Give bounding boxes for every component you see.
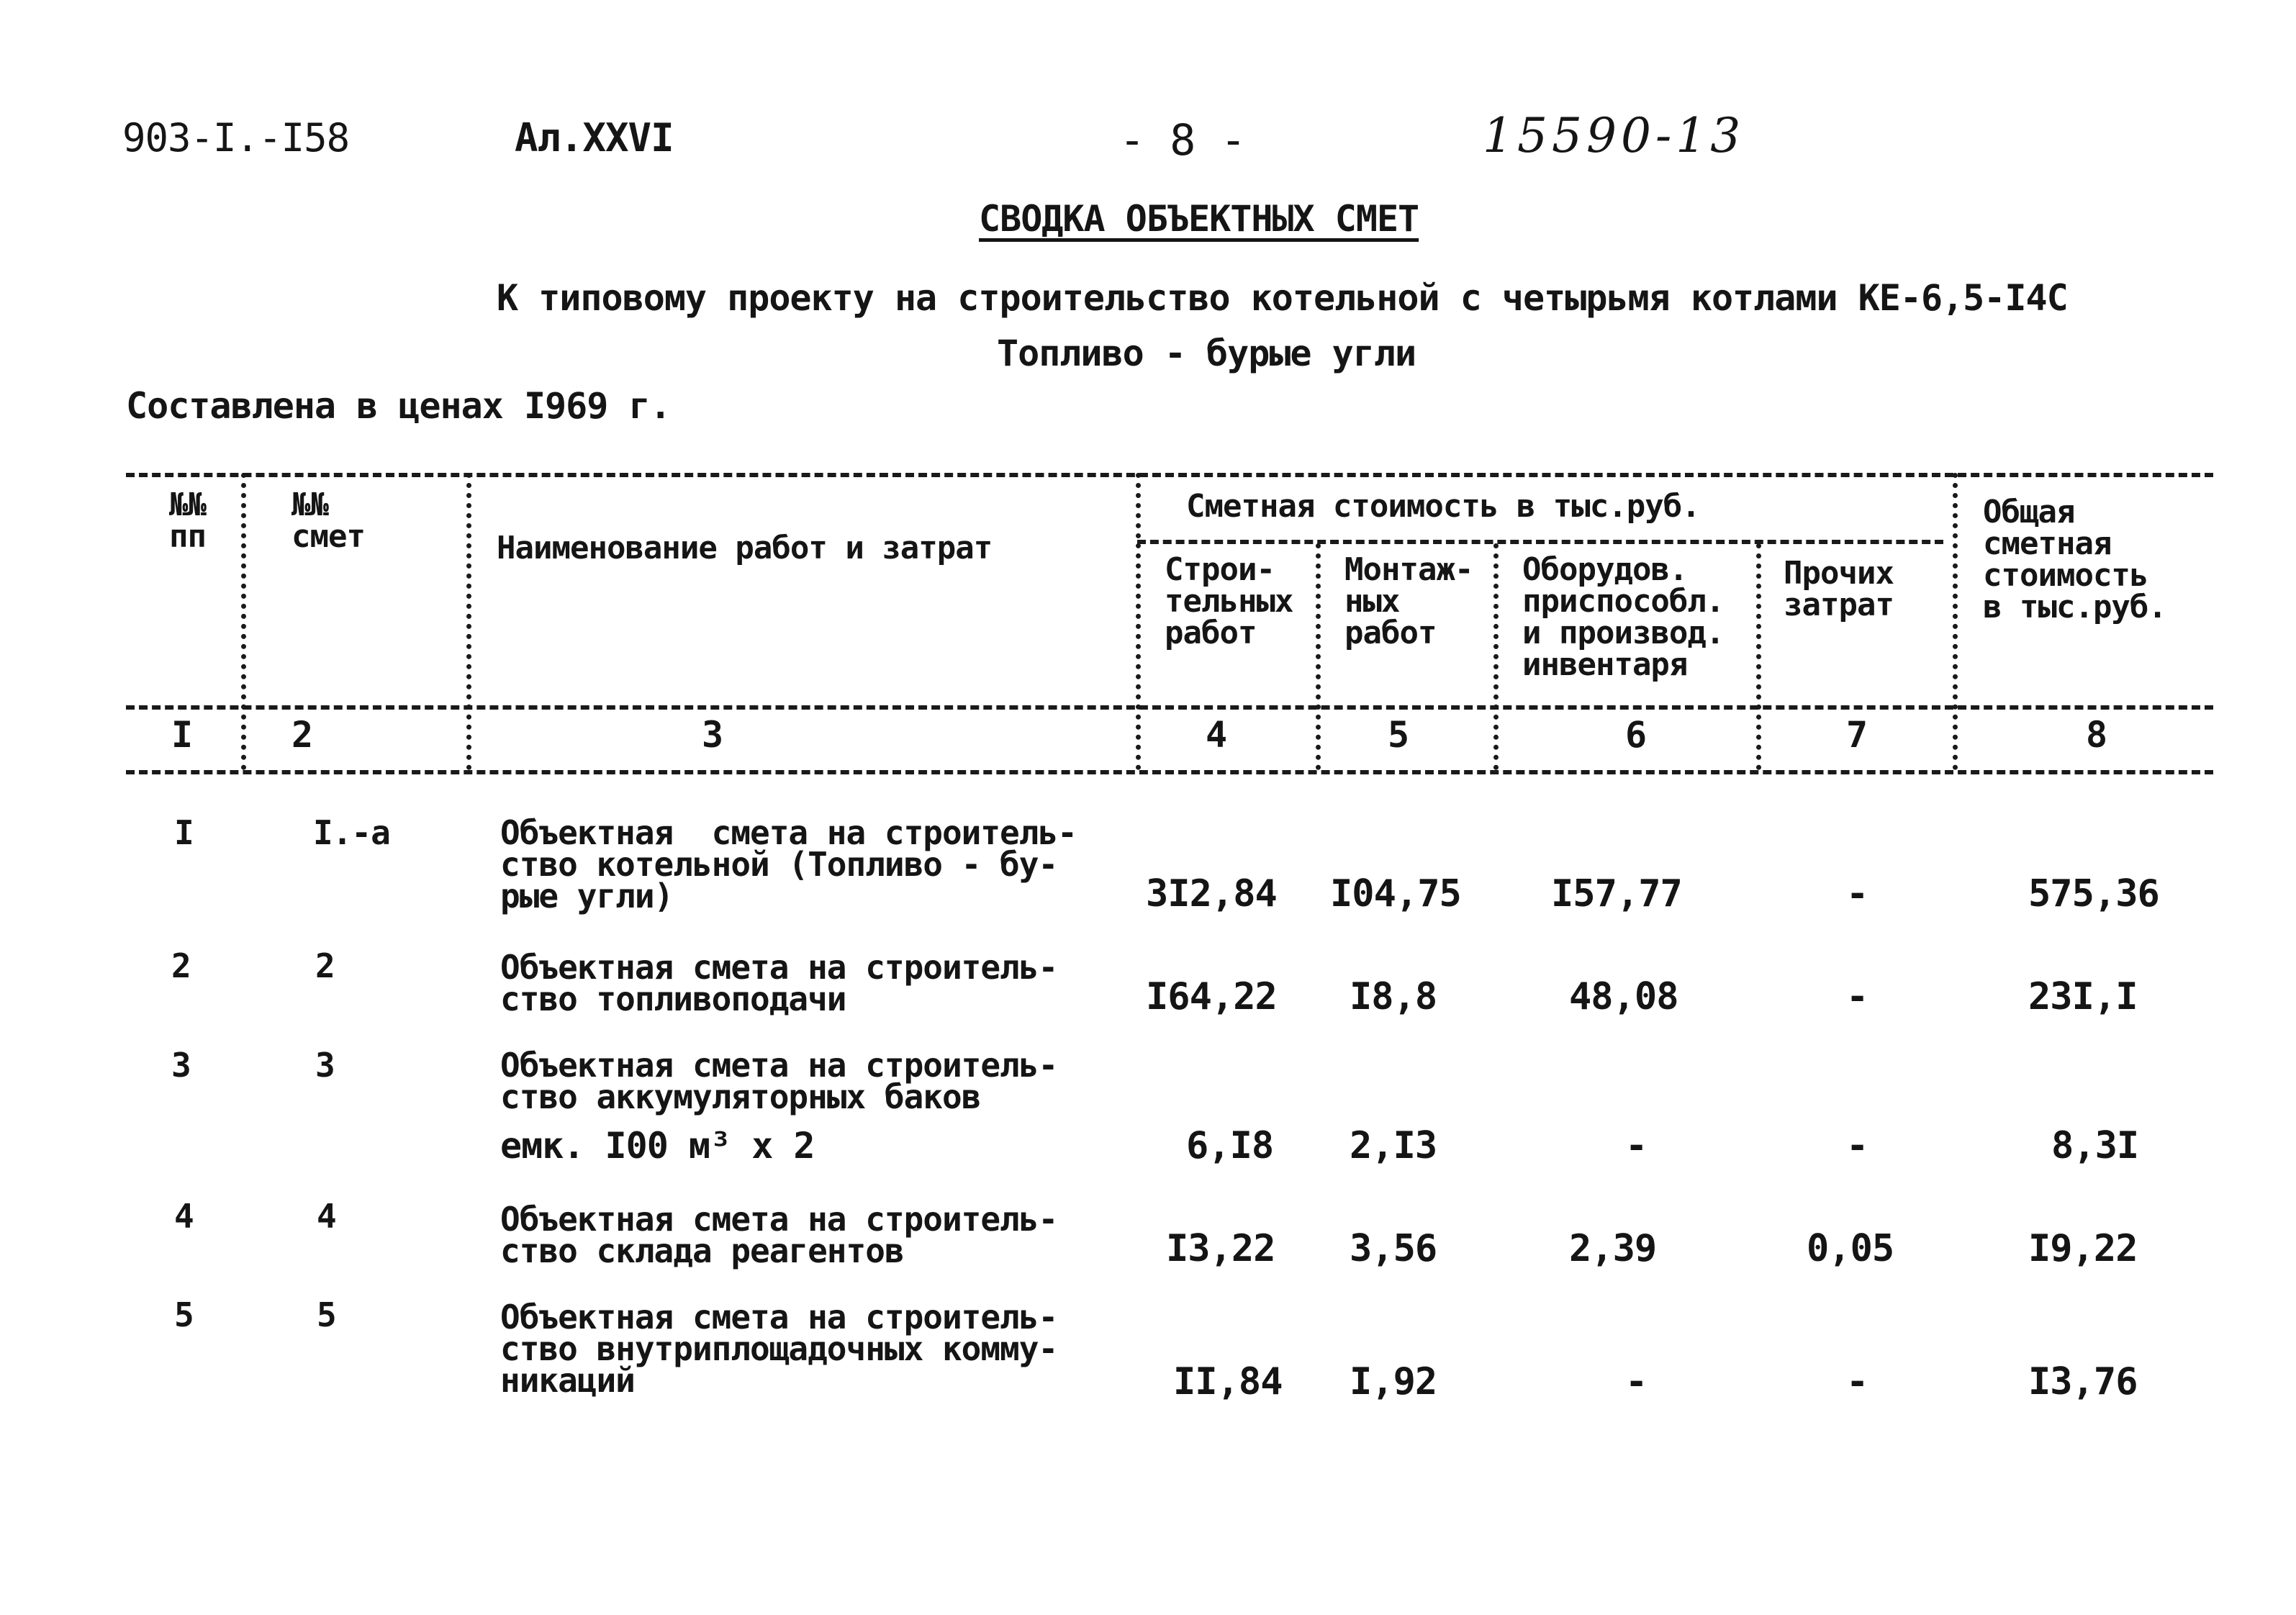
installation-cost: I8,8	[1350, 975, 1437, 1018]
other-cost: -	[1846, 1360, 1868, 1403]
column-number-1: I	[171, 714, 194, 756]
col-separator-2	[466, 473, 471, 770]
header-work-name: Наименование работ и затрат	[497, 530, 993, 566]
page-title: СВОДКА ОБЪЕКТНЫХ СМЕТ	[979, 198, 1419, 240]
total-cost: 23I,I	[2028, 975, 2138, 1018]
header-other-costs: Прочих затрат	[1784, 555, 1894, 623]
installation-cost: I04,75	[1330, 872, 1461, 915]
equipment-cost: 2,39	[1569, 1227, 1657, 1270]
header-construction-works: Строи- тельных работ	[1165, 551, 1293, 651]
work-name: Объектная смета на строитель- ство котельной (Топливо - бу- рые угли)	[500, 813, 1077, 915]
row-number: 4	[174, 1197, 194, 1236]
other-cost: -	[1846, 975, 1868, 1018]
estimate-number: 4	[317, 1197, 336, 1236]
row-number: I	[174, 813, 194, 852]
estimate-number: 3	[315, 1046, 335, 1085]
col-separator-3	[1136, 473, 1141, 770]
estimate-number: 5	[317, 1295, 336, 1334]
other-cost: 0,05	[1807, 1227, 1894, 1270]
page-number: - 8 -	[1119, 115, 1246, 166]
total-cost: I3,76	[2028, 1360, 2138, 1403]
header-total-cost: Общая сметная стоимость в тыс.руб.	[1983, 494, 2166, 625]
construction-cost: 3I2,84	[1146, 872, 1277, 915]
handwritten-inventory-number: 15590-13	[1483, 108, 1745, 163]
document-code: 903-I.-I58	[122, 115, 350, 160]
header-estimated-cost-group: Сметная стоимость в тыс.руб.	[1186, 488, 1700, 525]
work-name: Объектная смета на строитель- ство топливоподачи	[500, 948, 1058, 1018]
column-number-7: 7	[1846, 714, 1868, 756]
album-number: Ал.XXVI	[515, 115, 674, 160]
col-separator-1	[241, 473, 246, 770]
row-number: 5	[174, 1295, 194, 1334]
estimate-number: I.-а	[313, 813, 390, 852]
work-name: Объектная смета на строитель- ство внутриплощадочных комму- никаций	[500, 1298, 1058, 1400]
total-cost: 575,36	[2028, 872, 2159, 915]
column-number-8: 8	[2086, 714, 2108, 756]
work-name: Объектная смета на строитель- ство аккумуляторных баков	[500, 1046, 1058, 1116]
col-separator-7	[1953, 473, 1958, 770]
col-separator-5	[1493, 543, 1499, 770]
header-equipment: Оборудов. приспособл. и производ. инвентаря	[1522, 551, 1725, 683]
work-name: Объектная смета на строитель- ство склада реагентов	[500, 1200, 1058, 1270]
construction-cost: 6,I8	[1186, 1124, 1274, 1167]
work-name-capacity: емк. I00 м³ х 2	[500, 1125, 815, 1167]
header-bottom-rule	[126, 705, 2213, 710]
equipment-cost: -	[1625, 1124, 1648, 1167]
col-separator-6	[1756, 543, 1761, 770]
other-cost: -	[1846, 872, 1868, 915]
header-row-number: №№ пп	[169, 487, 206, 555]
column-number-5: 5	[1388, 714, 1410, 756]
group-header-rule	[1137, 540, 1943, 544]
construction-cost: I3,22	[1166, 1227, 1275, 1270]
prices-note: Составлена в ценах I969 г.	[126, 385, 671, 427]
total-cost: 8,3I	[2051, 1124, 2139, 1167]
total-cost: I9,22	[2028, 1227, 2138, 1270]
subtitle-fuel: Топливо - бурые угли	[997, 332, 1416, 374]
installation-cost: 2,I3	[1350, 1124, 1437, 1167]
other-cost: -	[1846, 1124, 1868, 1167]
subtitle-project: К типовому проекту на строительство котельной с четырьмя котлами КЕ-6,5-I4С	[497, 277, 2068, 319]
row-number: 2	[171, 946, 191, 985]
equipment-cost: 48,08	[1569, 975, 1678, 1018]
table-top-rule	[126, 473, 2213, 477]
column-number-2: 2	[291, 714, 314, 756]
estimate-number: 2	[315, 946, 335, 985]
construction-cost: I64,22	[1146, 975, 1277, 1018]
installation-cost: I,92	[1350, 1360, 1437, 1403]
construction-cost: II,84	[1173, 1360, 1283, 1403]
column-number-6: 6	[1625, 714, 1648, 756]
column-number-4: 4	[1206, 714, 1228, 756]
col-separator-4	[1316, 543, 1321, 770]
equipment-cost: I57,77	[1551, 872, 1682, 915]
header-estimate-number: №№ смет	[291, 487, 365, 555]
column-numbers-rule	[126, 770, 2213, 774]
installation-cost: 3,56	[1350, 1227, 1437, 1270]
column-number-3: 3	[702, 714, 724, 756]
row-number: 3	[171, 1046, 191, 1085]
equipment-cost: -	[1625, 1360, 1648, 1403]
header-installation-works: Монтаж- ных работ	[1344, 551, 1473, 651]
